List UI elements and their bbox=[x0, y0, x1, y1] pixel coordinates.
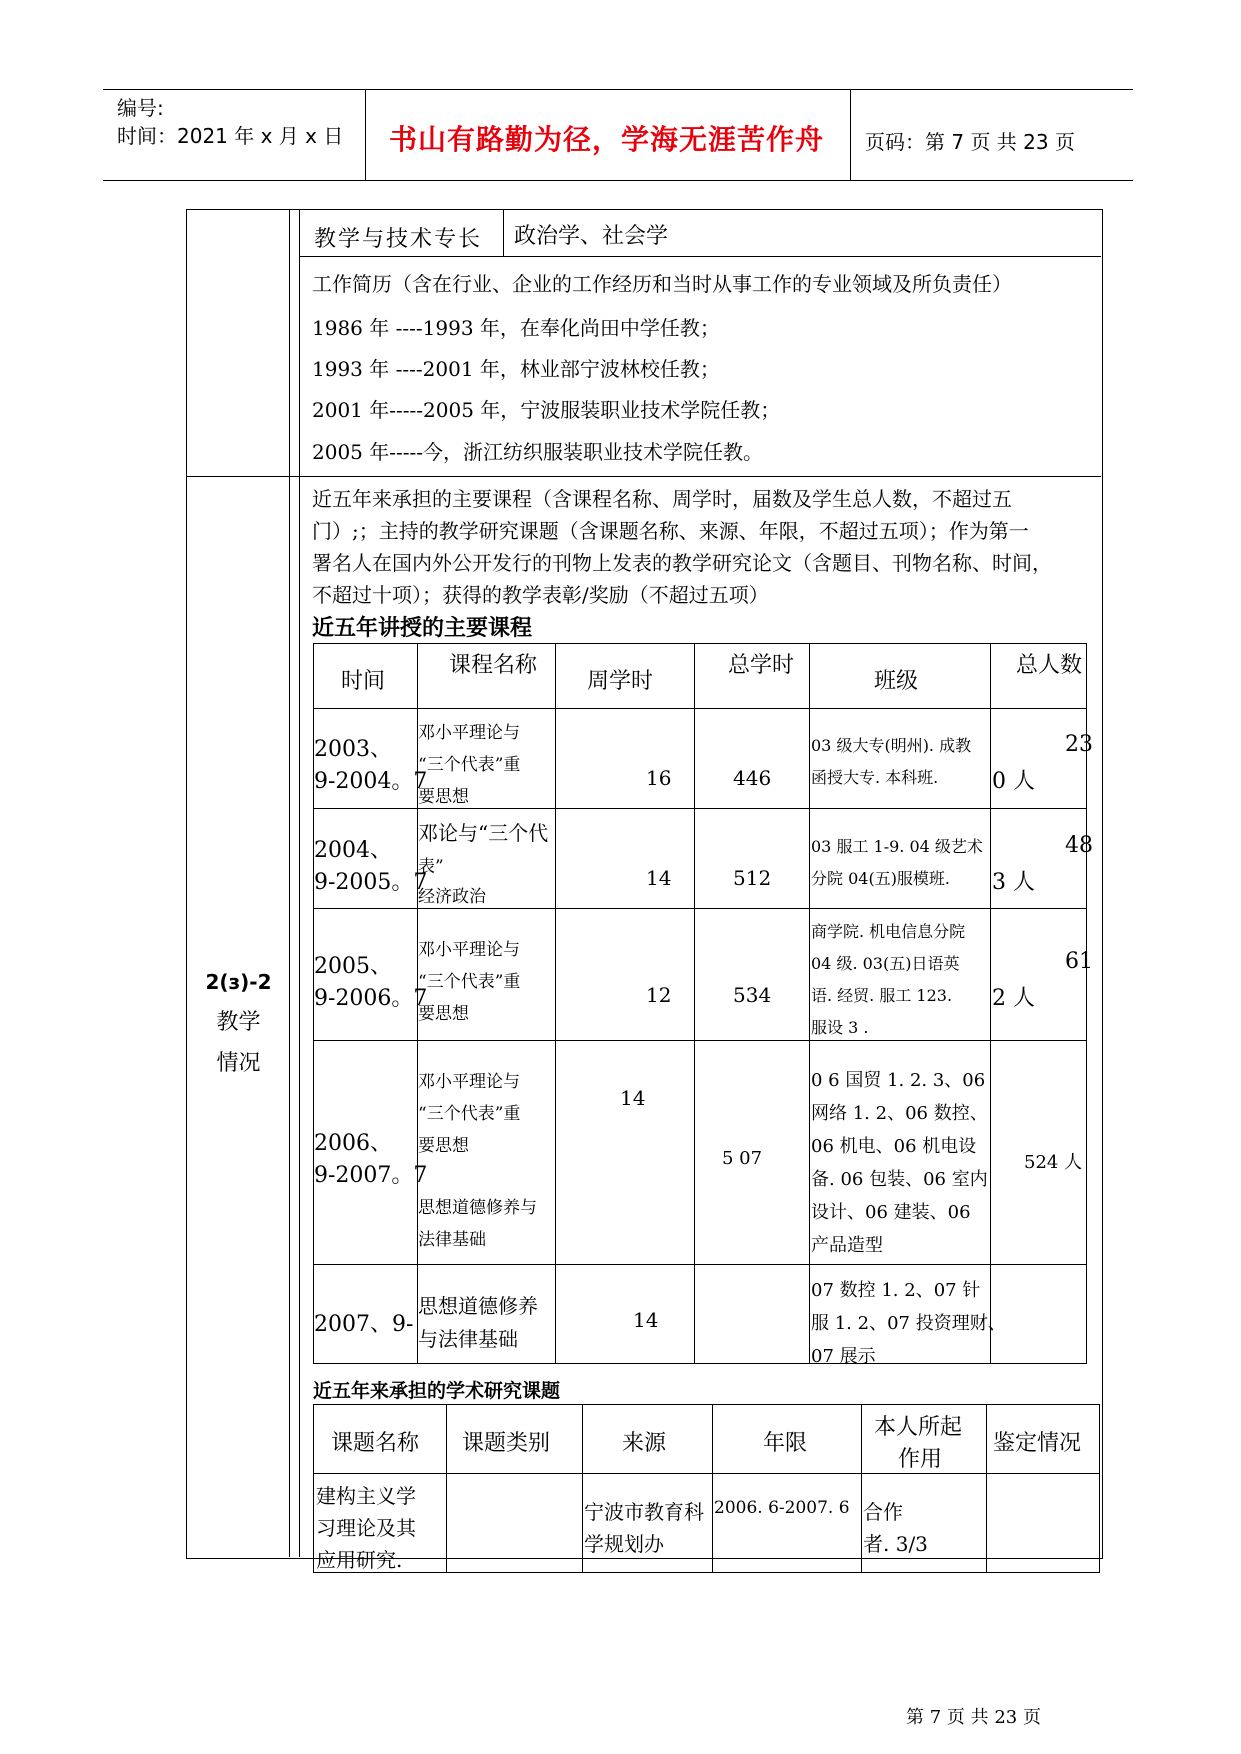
course-time: 9-2005。7 bbox=[314, 870, 428, 895]
course-class: 网络 1. 2、06 数控、 bbox=[811, 1103, 988, 1124]
course-name: 邓小平理论与 bbox=[418, 940, 520, 960]
course-people: 524 人 bbox=[1024, 1152, 1083, 1173]
course-class: 03 级大专(明州). 成教 bbox=[811, 736, 972, 755]
course-class: 分院 04(五)服模班. bbox=[811, 869, 951, 888]
course-weekly-hours: 14 bbox=[620, 1086, 646, 1110]
section-separator bbox=[186, 476, 1101, 477]
course-time: 2005、 bbox=[314, 954, 392, 979]
header-divider-left bbox=[365, 89, 366, 180]
course-class: 产品造型 bbox=[811, 1235, 883, 1256]
section-label-line1: 教学 bbox=[216, 1010, 261, 1035]
course-time: 9-2004。7 bbox=[314, 769, 428, 794]
resume-title: 工作简历（含在行业、企业的工作经历和当时从事工作的专业领域及所负责任） bbox=[312, 272, 1012, 296]
courses-header-time: 时间 bbox=[341, 669, 386, 694]
courses-row-line bbox=[313, 908, 1087, 909]
course-name: “三个代表”重 bbox=[418, 755, 521, 775]
course-people: 23 bbox=[1065, 732, 1093, 757]
course-people: 48 bbox=[1065, 833, 1093, 858]
course-weekly-hours: 12 bbox=[646, 983, 672, 1007]
course-name: 思想道德修养与 bbox=[418, 1198, 537, 1218]
course-people: 0 人 bbox=[992, 769, 1035, 794]
course-weekly-hours: 16 bbox=[646, 766, 672, 790]
courses-row-line bbox=[313, 808, 1087, 809]
header-top-rule bbox=[103, 89, 1133, 90]
research-name: 建构主义学 bbox=[316, 1484, 416, 1508]
course-time: 9-2007。7 bbox=[314, 1163, 428, 1188]
course-name: “三个代表”重 bbox=[418, 972, 521, 992]
research-header-appraisal: 鉴定情况 bbox=[993, 1431, 1082, 1456]
research-table-border bbox=[313, 1404, 1100, 1573]
specialty-divider bbox=[503, 209, 504, 256]
course-class: 0 6 国贸 1. 2. 3、06 bbox=[811, 1070, 986, 1091]
courses-col-line bbox=[555, 643, 556, 1364]
intro-line: 不超过十项）；获得的教学表彰/奖励（不超过五项） bbox=[312, 583, 769, 607]
course-class: 06 机电、06 机电设 bbox=[811, 1136, 977, 1157]
course-class: 设计、06 建装、06 bbox=[811, 1202, 971, 1223]
course-time: 2007、9- bbox=[314, 1312, 414, 1337]
course-class: 03 服工 1-9. 04 级艺术 bbox=[811, 837, 983, 856]
intro-line: 近五年来承担的主要课程（含课程名称、周学时，届数及学生总人数，不超过五 bbox=[312, 487, 1012, 511]
intro-line: 门）;；主持的教学研究课题（含课题名称、来源、年限，不超过五项）；作为第一 bbox=[312, 519, 1029, 543]
course-name: 邓小平理论与 bbox=[418, 723, 520, 743]
courses-header-course: 课程名称 bbox=[449, 653, 538, 678]
courses-header-people: 总人数 bbox=[1016, 653, 1083, 678]
research-col-line bbox=[861, 1404, 862, 1573]
research-name: 习理论及其 bbox=[316, 1516, 416, 1540]
course-class: 07 数控 1. 2、07 针 bbox=[811, 1280, 981, 1301]
course-class: 服设 3 . bbox=[811, 1018, 869, 1037]
research-years: 2006. 6-2007. 6 bbox=[714, 1498, 850, 1518]
course-name: 要思想 bbox=[418, 1136, 469, 1156]
research-col-line bbox=[582, 1404, 583, 1573]
resume-line: 1986 年 ----1993 年，在奉化尚田中学任教； bbox=[312, 316, 720, 340]
resume-line: 2001 年-----2005 年，宁波服装职业技术学院任教； bbox=[312, 398, 781, 422]
research-source: 学规划办 bbox=[584, 1532, 664, 1556]
resume-line: 1993 年 ----2001 年，林业部宁波林校任教； bbox=[312, 357, 720, 381]
course-name: 与法律基础 bbox=[418, 1327, 518, 1351]
course-time: 2003、 bbox=[314, 737, 392, 762]
course-class: 07 展示 bbox=[811, 1346, 876, 1367]
course-name: “三个代表”重 bbox=[418, 1104, 521, 1124]
research-header-category: 课题类别 bbox=[462, 1431, 551, 1456]
research-header-role: 本人所起 bbox=[874, 1415, 963, 1440]
course-time: 2004、 bbox=[314, 838, 392, 863]
header-page-label: 页码：第 7 页 共 23 页 bbox=[865, 130, 1075, 154]
form-left-col-divider bbox=[289, 209, 290, 1557]
document-number-label: 编号: bbox=[117, 96, 164, 120]
research-header-source: 来源 bbox=[622, 1431, 667, 1456]
research-header-role: 作用 bbox=[898, 1447, 943, 1472]
section-label-line2: 情况 bbox=[216, 1051, 261, 1076]
header-bottom-rule bbox=[103, 180, 1133, 181]
courses-header-total: 总学时 bbox=[728, 653, 795, 678]
courses-row-line bbox=[313, 1264, 1087, 1265]
section-code: 2(з)-2 bbox=[205, 970, 272, 994]
course-class: 语. 经贸. 服工 123. bbox=[811, 986, 953, 1005]
courses-col-line bbox=[694, 643, 695, 1364]
courses-header-class: 班级 bbox=[874, 669, 919, 694]
courses-col-line bbox=[809, 643, 810, 1364]
course-people: 2 人 bbox=[992, 986, 1035, 1011]
courses-row-line bbox=[313, 1040, 1087, 1041]
course-people: 61 bbox=[1065, 949, 1093, 974]
course-time: 9-2006。7 bbox=[314, 986, 428, 1011]
specialty-label: 教学与技术专长 bbox=[314, 227, 483, 252]
course-name: 邓小平理论与 bbox=[418, 1072, 520, 1092]
course-name: 法律基础 bbox=[418, 1230, 486, 1250]
course-class: 04 级. 03(五)日语英 bbox=[811, 954, 960, 973]
research-col-line bbox=[712, 1404, 713, 1573]
research-col-line bbox=[986, 1404, 987, 1573]
course-name: 表” bbox=[418, 857, 444, 877]
research-header-years: 年限 bbox=[763, 1431, 808, 1456]
course-name: 经济政治 bbox=[418, 887, 486, 907]
course-class: 备. 06 包装、06 室内 bbox=[811, 1169, 988, 1190]
course-name: 要思想 bbox=[418, 787, 469, 807]
courses-header-weekly: 周学时 bbox=[587, 669, 654, 694]
course-people: 3 人 bbox=[992, 870, 1035, 895]
specialty-value: 政治学、社会学 bbox=[514, 224, 669, 249]
research-col-line bbox=[446, 1404, 447, 1573]
course-total-hours: 446 bbox=[733, 766, 772, 790]
course-name: 要思想 bbox=[418, 1004, 469, 1024]
research-row-line bbox=[313, 1473, 1100, 1474]
research-name: 应用研究. bbox=[316, 1548, 403, 1572]
research-role: 合作 bbox=[863, 1500, 903, 1524]
course-class: 函授大专. 本科班. bbox=[811, 768, 939, 787]
research-role: 者. 3/3 bbox=[863, 1532, 928, 1556]
page-footer: 第 7 页 共 23 页 bbox=[906, 1707, 1041, 1728]
research-header-name: 课题名称 bbox=[331, 1431, 420, 1456]
course-total-hours: 5 07 bbox=[722, 1148, 763, 1169]
courses-col-line bbox=[990, 643, 991, 1364]
header-motto: 书山有路勤为径，学海无涯苦作舟 bbox=[389, 123, 825, 156]
intro-line: 署名人在国内外公开发行的刊物上发表的教学研究论文（含题目、刊物名称、时间， bbox=[312, 551, 1052, 575]
specialty-row-bottom bbox=[299, 256, 1101, 257]
course-name: 思想道德修养 bbox=[418, 1294, 538, 1318]
course-total-hours: 534 bbox=[733, 983, 772, 1007]
courses-row-line bbox=[313, 708, 1087, 709]
form-left-col-divider-2 bbox=[299, 209, 300, 1557]
course-weekly-hours: 14 bbox=[646, 866, 672, 890]
course-time: 2006、 bbox=[314, 1131, 392, 1156]
courses-title: 近五年讲授的主要课程 bbox=[312, 616, 533, 641]
resume-line: 2005 年-----今，浙江纺织服装职业技术学院任教。 bbox=[312, 440, 764, 464]
document-time-label: 时间：2021 年 x 月 x 日 bbox=[117, 124, 344, 148]
header-divider-right bbox=[850, 89, 851, 180]
course-weekly-hours: 14 bbox=[633, 1308, 659, 1332]
research-title: 近五年来承担的学术研究课题 bbox=[313, 1380, 561, 1402]
course-class: 商学院. 机电信息分院 bbox=[811, 922, 966, 941]
course-name: 邓论与“三个代 bbox=[418, 821, 549, 845]
course-class: 服 1. 2、07 投资理财、 bbox=[811, 1313, 1006, 1334]
research-source: 宁波市教育科 bbox=[584, 1500, 704, 1524]
course-total-hours: 512 bbox=[733, 866, 772, 890]
